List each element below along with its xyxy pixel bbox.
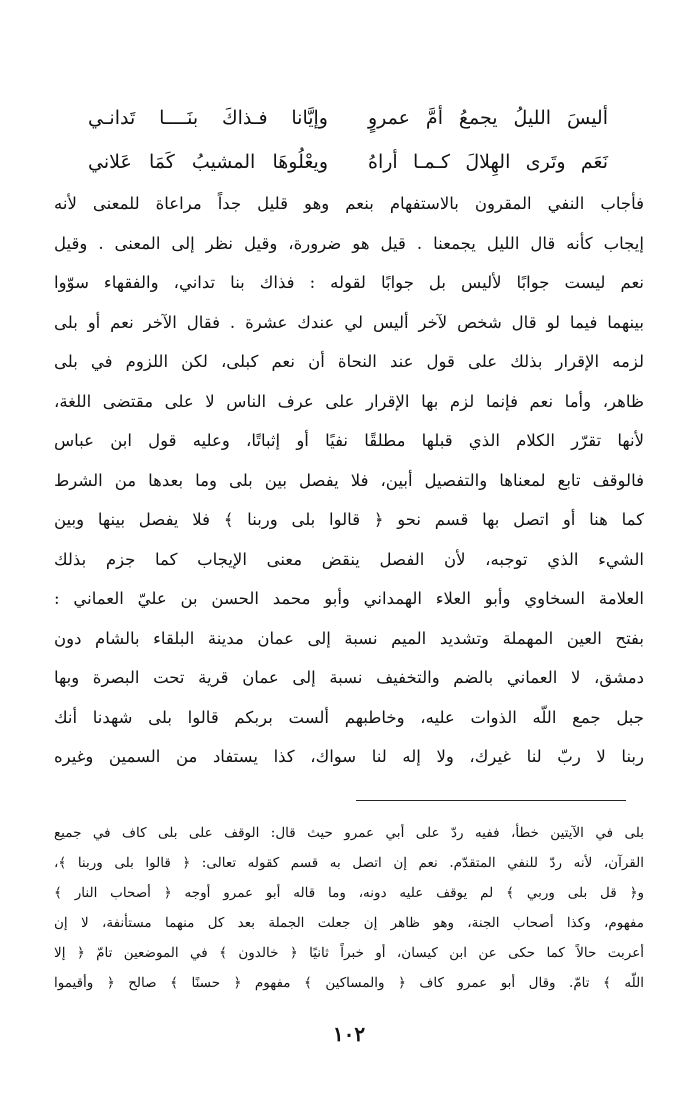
footnote-line: أعربت حالاً كما حكى عن ابن كيسان، أو خبراً ثانيًا ﴿ خالدون ﴾ في الموضعين تامّ ﴿ إلا	[54, 945, 644, 961]
body-line: فأجاب النفي المقرون بالاستفهام بنعم وهو قليل جداً مراعاة للمعنى لأنه	[54, 194, 644, 213]
body-line: بينهما فيما لو قال شخص لآخر أليس لي عندك عشرة . فقال الآخر نعم أو بلى	[54, 312, 644, 332]
verse-line-2	[88, 140, 608, 184]
body-line: كما هنا أو اتصل بها قسم نحو ﴿ قالوا بلى وربنا ﴾ فلا يفصل بينها وبين	[54, 510, 644, 529]
body-line: فالوقف تابع لمعناها والتفصيل أبين، فلا يفصل بين بلى وما بعدها من الشرط	[54, 470, 644, 490]
footnote-divider	[356, 800, 626, 801]
verse-2-first-hemistich: نَعَم وتَرى الهِلالَ كـمـا أراهُ	[368, 151, 608, 173]
body-line: العلامة السخاوي وأبو العلاء الهمداني وأبو محمد الحسن بن عليّ العماني :	[54, 589, 644, 608]
verse-1-second-hemistich: وإيَّانا فـذاكَ بنَــــا تَدانـي	[88, 107, 328, 129]
body-line: جبل جمع اللّه الذوات عليه، وخاطبهم ألست بربكم قالوا بلى شهدنا أنك	[54, 707, 644, 727]
body-line: دمشق، لا العماني بالضم والتخفيف نسبة إلى عمان قرية تحت البصرة وبها	[54, 668, 644, 687]
body-line: بفتح العين المهملة وتشديد الميم نسبة إلى عمان مدينة البلقاء بالشام دون	[54, 628, 644, 648]
body-text	[54, 184, 644, 777]
body-line: ظاهر، وأما نعم فإنما لزم بها الإقرار على عرف الناس لا على مقتضى اللغة،	[54, 391, 644, 411]
verse-line-1	[88, 96, 608, 140]
footnote-line: اللّه ﴾ تامّ. وقال أبو عمرو كاف ﴿ والمساكين ﴾ مفهوم ﴿ حسنًا ﴾ صالح ﴿ وأقيموا	[54, 975, 644, 991]
footnote-line: القرآن، لأنه ردّ للنفي المتقدّم. نعم إن اتصل به قسم كقوله تعالى: ﴿ قالوا بلى وربنا ﴾،	[54, 855, 644, 871]
verse-2-second-hemistich: ويعْلُوهَا المشيبُ كَمَا عَلاني	[88, 151, 328, 173]
footnote-line: مفهوم، وكذا أصحاب الجنة، وهو ظاهر إن جعلت الجملة بعد كل منهما مستأنفة، لا إن	[54, 915, 644, 931]
body-line: الشيء الذي توجبه، لأن الفصل ينقض معنى الإيجاب كما جزم بذلك	[54, 549, 644, 569]
page-number: ١٠٢	[332, 1022, 366, 1046]
body-line: ربنا لا ربّ لنا غيرك، ولا إله لنا سواك، كذا يستفاد من السمين وغيره	[54, 747, 644, 766]
body-line: نعم ليست جوابًا لأليس بل جوابًا لقوله : فذاك بنا تداني، والفقهاء سوّوا	[54, 273, 644, 292]
poetry-verses	[88, 96, 608, 184]
body-line: إيجاب كأنه قال الليل يجمعنا . قيل هو ضرورة، وقيل نظر إلى المعنى . وقيل	[54, 233, 644, 253]
body-line: لأنها تقرّر الكلام الذي قبلها مطلقًا نفيًا أو إثباتًا، وعليه قول ابن عباس	[54, 431, 644, 450]
footnote-line: بلى في الآيتين خطأ، ففيه ردّ على أبي عمرو حيث قال: الوقف على بلى كاف في جميع	[54, 825, 644, 841]
body-line: لزمه الإقرار بذلك على قول عند النحاة أن نعم كبلى، لكن اللزوم في بلى	[54, 352, 644, 371]
footnotes	[54, 818, 644, 998]
verse-1-first-hemistich: أليسَ الليلُ يجمعُ أمَّ عمروٍ	[368, 107, 608, 129]
footnote-line: و﴿ قل بلى وربي ﴾ لم يوقف عليه دونه، وما قاله أبو عمرو أوجه ﴿ أصحاب النار ﴾	[54, 885, 644, 901]
